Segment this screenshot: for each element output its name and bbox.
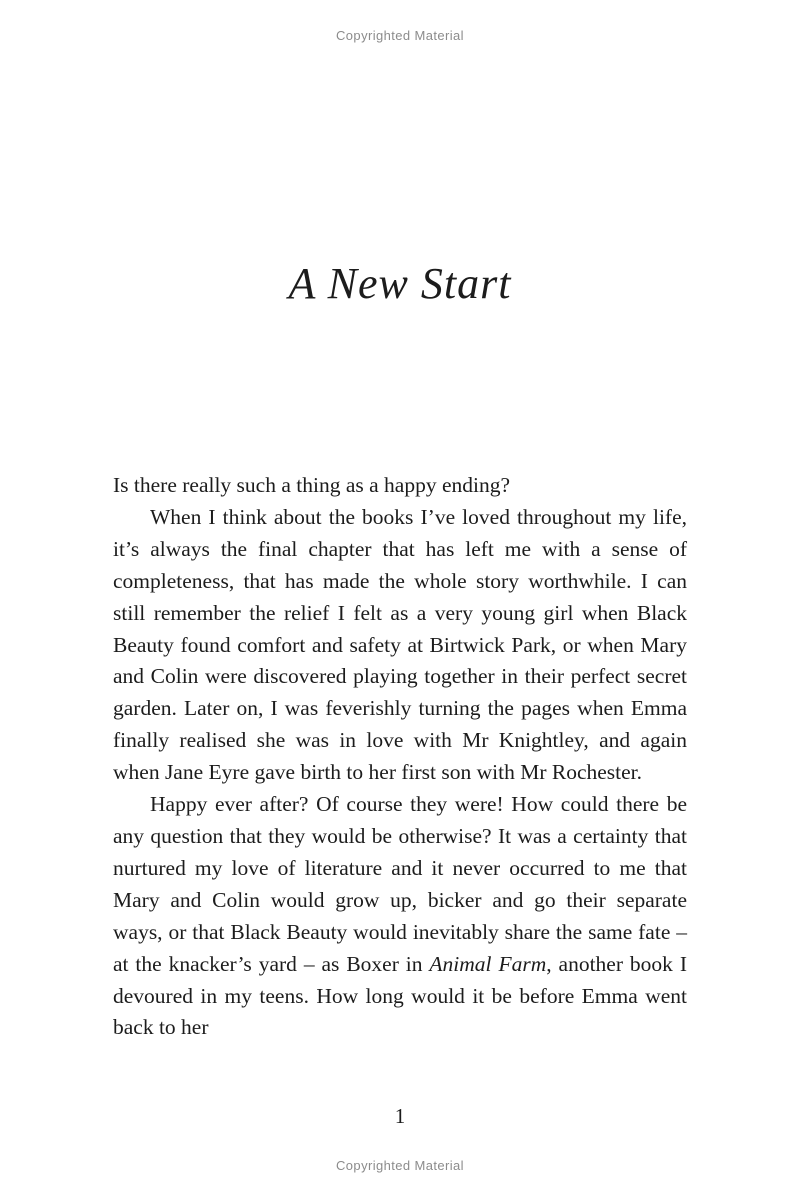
text-run: Happy ever after? Of course they were! How could there be any question that they would be otherwise? It was a certainty that nurtured my love of literature and it never occurred to me that Mary and Colin would grow up, bicker and go their separate ways, or that Black Beauty would inevitably share the same fate – at the knacker’s yard – as Boxer in	[113, 792, 687, 976]
text-run: When I think about the books I’ve loved throughout my life, it’s always the final chapter that has left me with a sense of completeness, that has made the whole story worthwhile. I can still remember the relief I felt as a very young girl when Black Beauty found comfort and safety at Birtwick Park, or when Mary and Colin were discovered playing together in their perfect secret garden. Later on, I was feverishly turning the pages when Emma finally realised she was in love with Mr Knightley, and again when Jane Eyre gave birth to her first son with Mr Rochester.	[113, 504, 687, 785]
paragraph	[113, 470, 687, 502]
paragraph	[113, 789, 687, 1044]
page-number: 1	[394, 1104, 406, 1128]
text-run: Is there really such a thing as a happy ending?	[113, 473, 511, 497]
chapter-title: A New Start	[288, 259, 512, 308]
italic-book-title: Animal Farm	[429, 951, 547, 976]
copyright-notice-top: Copyrighted Material	[336, 28, 464, 43]
copyright-notice-bottom: Copyrighted Material	[336, 1158, 464, 1173]
body-text	[113, 470, 687, 1044]
paragraph	[113, 502, 687, 789]
text-run: , another book I devoured in my teens. How long would it be before Emma went back to her	[113, 951, 687, 1040]
